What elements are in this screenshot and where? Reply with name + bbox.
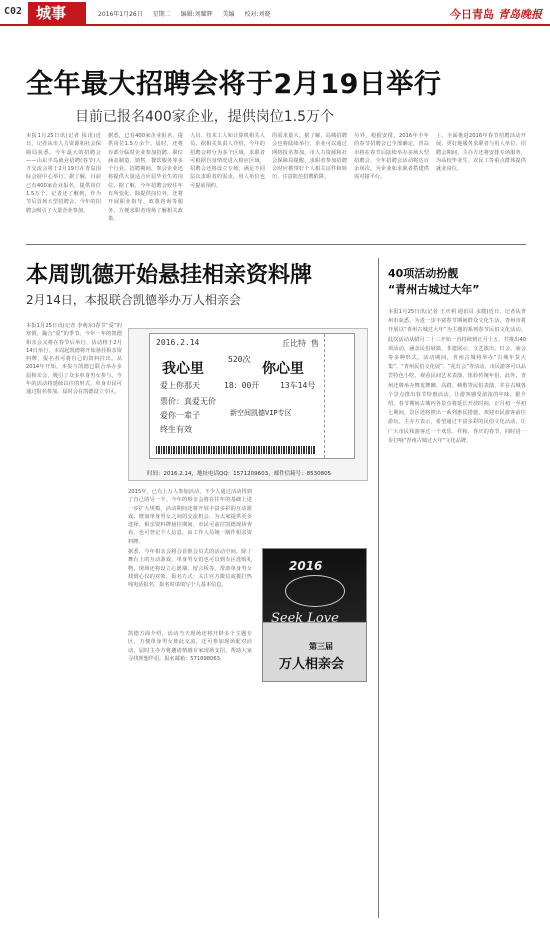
side-article-body: 本报1月25日讯(记者 王庆利 通讯员 永健)近日，记者从青州市获悉，为进一步丰富春节期间群众文化生活，青州市将开展以“青州古城过大年”为主题的系列春节民俗文化活动。此次活动从腊月二十三开始一直持续到正月十五，共推出40项活动，涵盖民俗展演、非遗展示、文艺演出、灯会、庙会等多种形式。活动期间，青州古城将举办“古城年货大集”、“青州民俗文化展”、“花灯会”等活动，市民游客可以品尝特色小吃、观看民间艺术表演、体验传统年俗。此外，青州还将举办舞龙舞狮、高跷、秧歌等民俗表演，并在古城各个景点推出春节特惠活动，让游客感受浓浓的年味。据介绍，春节期间古城内各景点将延长开放时间，正月初一至初七期间，景区还将推出一系列惠民措施，欢迎市民游客前往游玩。主办方表示，希望通过丰富多彩的民俗文化活动，让广大市民和游客过一个欢乐、祥和、喜庆的春节，同时进一步打响“青州古城过大年”文化品牌。 [388, 309, 526, 444]
side-article-title: 40项活动扮靓 [388, 267, 459, 280]
article2-col1: 本报1月25日讯(记者 李萌东)春节“爱”的寒假，撮合“爱”的季节。今年一年的凯德相亲会又将在春节后举行，活动将于2月14日举行，本周起凯德将开始悬挂相亲资料牌，报名者可将自己的资料挂出。从2014年开始，本报与凯德已联合举办多届相亲会，吸引了众多单身男女参与。今年的活动将延续以往的形式，单身市民可通过报名参加，届时会在凯德设立专区。 [26, 323, 122, 396]
brand-logo [450, 6, 542, 22]
ticket-train: 520次 [228, 355, 251, 364]
side-article-subtitle: “青州古城过大年” [388, 283, 480, 296]
article1-col1: 本报1月25日讯(记者 报讯)近日，记者从市人力资源和社会保障局获悉，今年最大的招聘会——山东半岛就业招聘(春节)人才交流会将于2月19日在青岛国际会展中心举行。据了解，目前已有400家企业报名，提供岗位1.5万个。记者还了解到，作为节后首场大型招聘会，今年的招聘会吸引了大量企业参加。 [26, 133, 101, 214]
page-header [0, 0, 550, 26]
poster-event-name: 万人相亲会 [279, 657, 345, 672]
article1-col4: 的需求量大。据了解，岛城招聘会也将陆续举行，企业可以通过网络报名参加。市人力资源和社会保障局提醒，求职者参加招聘会时应携带好个人相关证件和简历，注意防范招聘陷阱。 [272, 133, 347, 181]
poster-english-title: Seek Love [271, 611, 339, 626]
article2-col4: 凯德方面介绍，活动当天现场还将开辟多个主题专区，方便单身男女彼此交流，还可参加现场配对活动，届时主办方将邀请情感专家现场支招，帮助大家寻找理想伴侣。报名邮箱：571898063。 [128, 631, 252, 662]
article2-headline: 本周凯德开始悬挂相亲资料牌 [26, 263, 313, 288]
designer: 美编 [222, 11, 235, 18]
ticket-issuer-unit: 售 [310, 339, 319, 348]
ticket-date: 2016.2.14 [156, 338, 200, 347]
article1-col2: 据悉，已有400家企业报名，提供岗位1.5万余个。届时，还将有部分临时企业参加招聘，职位涵盖制造、销售、餐饮服务等多个行业。招聘期间，参会企业还将提供大量适合应届毕业生的岗位。据了解，今年招聘会较往年有所变化，除提供岗位外，还将开展职业指导、政策咨询等服务，方便求职者现场了解相关政策。 [108, 133, 183, 222]
ticket-date-label: 爱上你那天 [160, 381, 200, 390]
poster-year: 2016 [289, 559, 323, 573]
article1-col5: 另外，根据安排，2016年全年的春节招聘会已全部确定，青岛市将在春节后陆续举办多场大型招聘会，全年招聘会活动将达百余场次，为企业和求职者搭建供需对接平台。 [354, 133, 429, 181]
ticket-barcode [156, 446, 316, 454]
poster-edition: 第三届 [309, 642, 333, 651]
event-poster [262, 548, 367, 682]
ticket-holder: 爱你一辈子 [160, 411, 200, 420]
article2-subhead: 2月14日，本报联合凯德举办万人相亲会 [26, 293, 241, 307]
ticket-price: 票价：真爱无价 [160, 397, 216, 406]
ticket-issuer-label: 丘比特 [282, 339, 306, 348]
article1-col3: 人员、技术工人和计算机相关人员。据相关负责人介绍，今年的招聘会将分为多个区域，求职者可根据自身情况进入相应区域，招聘会还将设立专场，满足不同层次求职者的需求，用人单位也可提前预约。 [190, 133, 265, 189]
page-number: C02 [4, 6, 23, 17]
proofreader: 校对:刘晓 [244, 11, 271, 18]
issue-weekday: 星期二 [152, 11, 171, 18]
ticket-time: 18：00开 [224, 381, 260, 390]
section-divider [26, 244, 526, 245]
article2-col3: 据悉，今年相亲会将会首推会员式的活动空间，除了舞台上的互动游戏，单身男女们也可以到专区选购礼物，现场还将设立心愿墙、留言板等，帮助单身男女找到心仪的对象。报名方式：关注官方微信或拨打热线电话报名，报名时请填写个人基本信息。 [128, 549, 252, 589]
issue-date: 2016年1月26日 [98, 11, 143, 18]
ticket-stub [324, 334, 354, 458]
poster-decoration [285, 575, 345, 607]
ticket-issuer [282, 338, 319, 349]
ticket-caption: 时间：2016.2.14，地址电话QQ：1571209603，邮件信箱号：8530805 [147, 471, 332, 477]
article1-col6: 上，全面推进2016年春节招聘活动开展，更好地服务求职者与用人单位。招聘会期间，主办方还将安排专场服务，为高校毕业生、农民工等重点群体提供就业岗位。 [436, 133, 526, 173]
ticket-validity: 终生有效 [160, 425, 192, 434]
page-meta [98, 9, 279, 18]
love-ticket [149, 333, 355, 459]
editor: 编辑:刘耀辉 [180, 11, 213, 18]
ticket-car: 13车14号 [280, 381, 316, 390]
brand-script-logo: 青岛晚报 [498, 8, 542, 21]
article1-subhead: 目前已报名400家企业，提供岗位1.5万个 [75, 109, 334, 125]
ticket-to-station: 你心里 [262, 361, 304, 377]
section-title: 城事 [28, 2, 86, 24]
article2-col2: 2015年，已有上万人参加活动，不少人通过活动找到了自己的另一半。今年的相亲会将在往年的基础上进一步扩大规模，活动期间还将开展丰富多彩的互动游戏，增加单身男女之间的交流机会，为大家提供更多选择。相亲资料牌悬挂期间，市民可前往凯德现场查看，也可登记个人信息，由工作人员统一制作相亲资料牌。 [128, 489, 252, 545]
ticket-photo [128, 328, 368, 481]
column-divider [378, 258, 379, 918]
ticket-zone: 新空间凯德VIP专区 [230, 409, 292, 417]
brand-name: 今日青岛 [450, 8, 494, 21]
ticket-from-station: 我心里 [162, 361, 204, 377]
article1-headline: 全年最大招聘会将于2月19日举行 [26, 69, 442, 100]
